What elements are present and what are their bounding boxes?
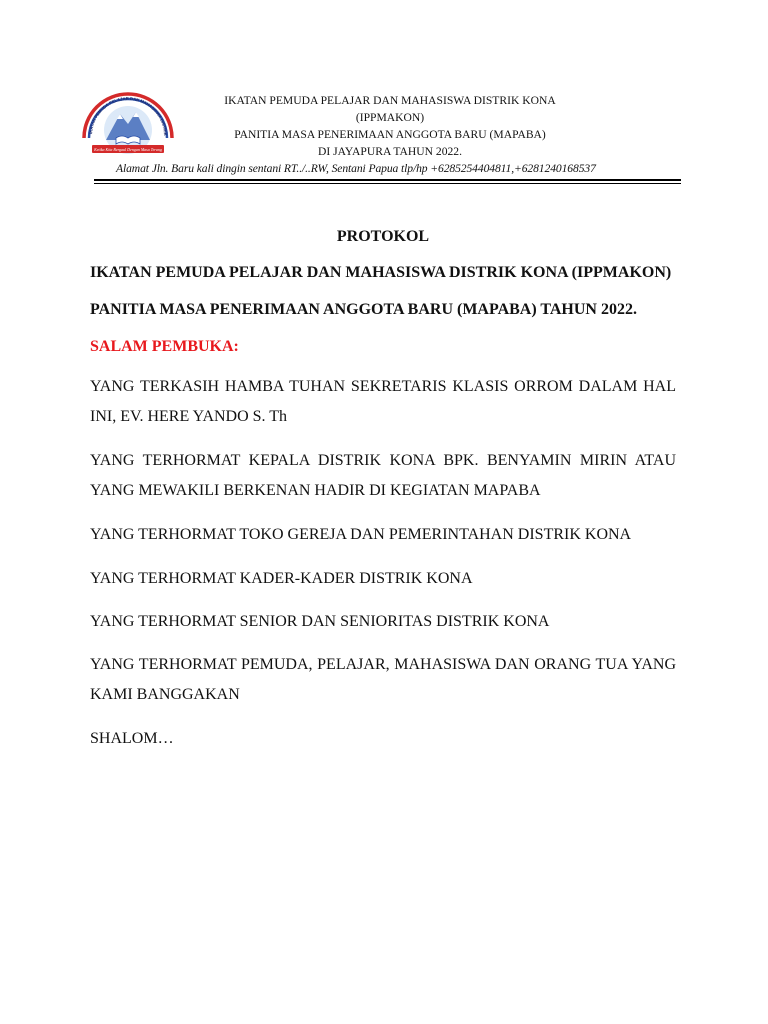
org-abbr: (IPPMAKON) xyxy=(355,111,425,124)
location-year: DI JAYAPURA TAHUN 2022. xyxy=(317,145,462,158)
committee-name: PANITIA MASA PENERIMAAN ANGGOTA BARU (MAPABA) xyxy=(234,128,546,141)
opening-label: SALAM PEMBUKA: xyxy=(90,338,239,355)
greeting-paragraph: YANG TERHORMAT PEMUDA, PELAJAR, MAHASISWA DAN ORANG TUA YANG KAMI BANGGAKAN xyxy=(90,656,676,703)
ippmakon-logo-emblem xyxy=(80,78,176,164)
heading-organization: IKATAN PEMUDA PELAJAR DAN MAHASISWA DISTRIK KONA (IPPMAKON) xyxy=(90,264,672,281)
letterhead-text xyxy=(170,92,610,160)
greeting-paragraph: YANG TERKASIH HAMBA TUHAN SEKRETARIS KLASIS ORROM DALAM HAL INI, EV. HERE YANDO S. Th xyxy=(90,378,676,425)
document-title: PROTOKOL xyxy=(336,228,430,245)
document-body xyxy=(90,226,676,768)
greeting-paragraph: YANG TERHORMAT KEPALA DISTRIK KONA BPK. BENYAMIN MIRIN ATAU YANG MEWAKILI BERKENAN HADIR DI KEGIATAN MAPABA xyxy=(90,452,676,499)
logo-ring-text: IKATAN PEMUDA PELAJAR DAN MAHASISWA DISTRIK xyxy=(88,95,169,136)
letterhead xyxy=(78,78,682,186)
greeting-paragraph: YANG TERHORMAT KADER-KADER DISTRIK KONA xyxy=(90,570,473,587)
letterhead-divider-thick xyxy=(94,179,681,181)
greeting-paragraph: YANG TERHORMAT TOKO GEREJA DAN PEMERINTAHAN DISTRIK KONA xyxy=(90,526,632,543)
logo-banner-text: Ketika Kita Bergaul Dengan Masa Terang xyxy=(94,146,162,152)
heading-committee: PANITIA MASA PENERIMAAN ANGGOTA BARU (MAPABA) TAHUN 2022. xyxy=(90,301,637,318)
org-name: IKATAN PEMUDA PELAJAR DAN MAHASISWA DISTRIK KONA xyxy=(224,94,556,107)
closing-greeting: SHALOM… xyxy=(90,730,174,747)
address-line: Alamat Jln. Baru kali dingin sentani RT../..RW, Sentani Papua tlp/hp +6285254404811,+6281240168537 xyxy=(116,162,596,175)
letterhead-divider-thin xyxy=(94,183,681,184)
greeting-paragraph: YANG TERHORMAT SENIOR DAN SENIORITAS DISTRIK KONA xyxy=(90,613,550,630)
